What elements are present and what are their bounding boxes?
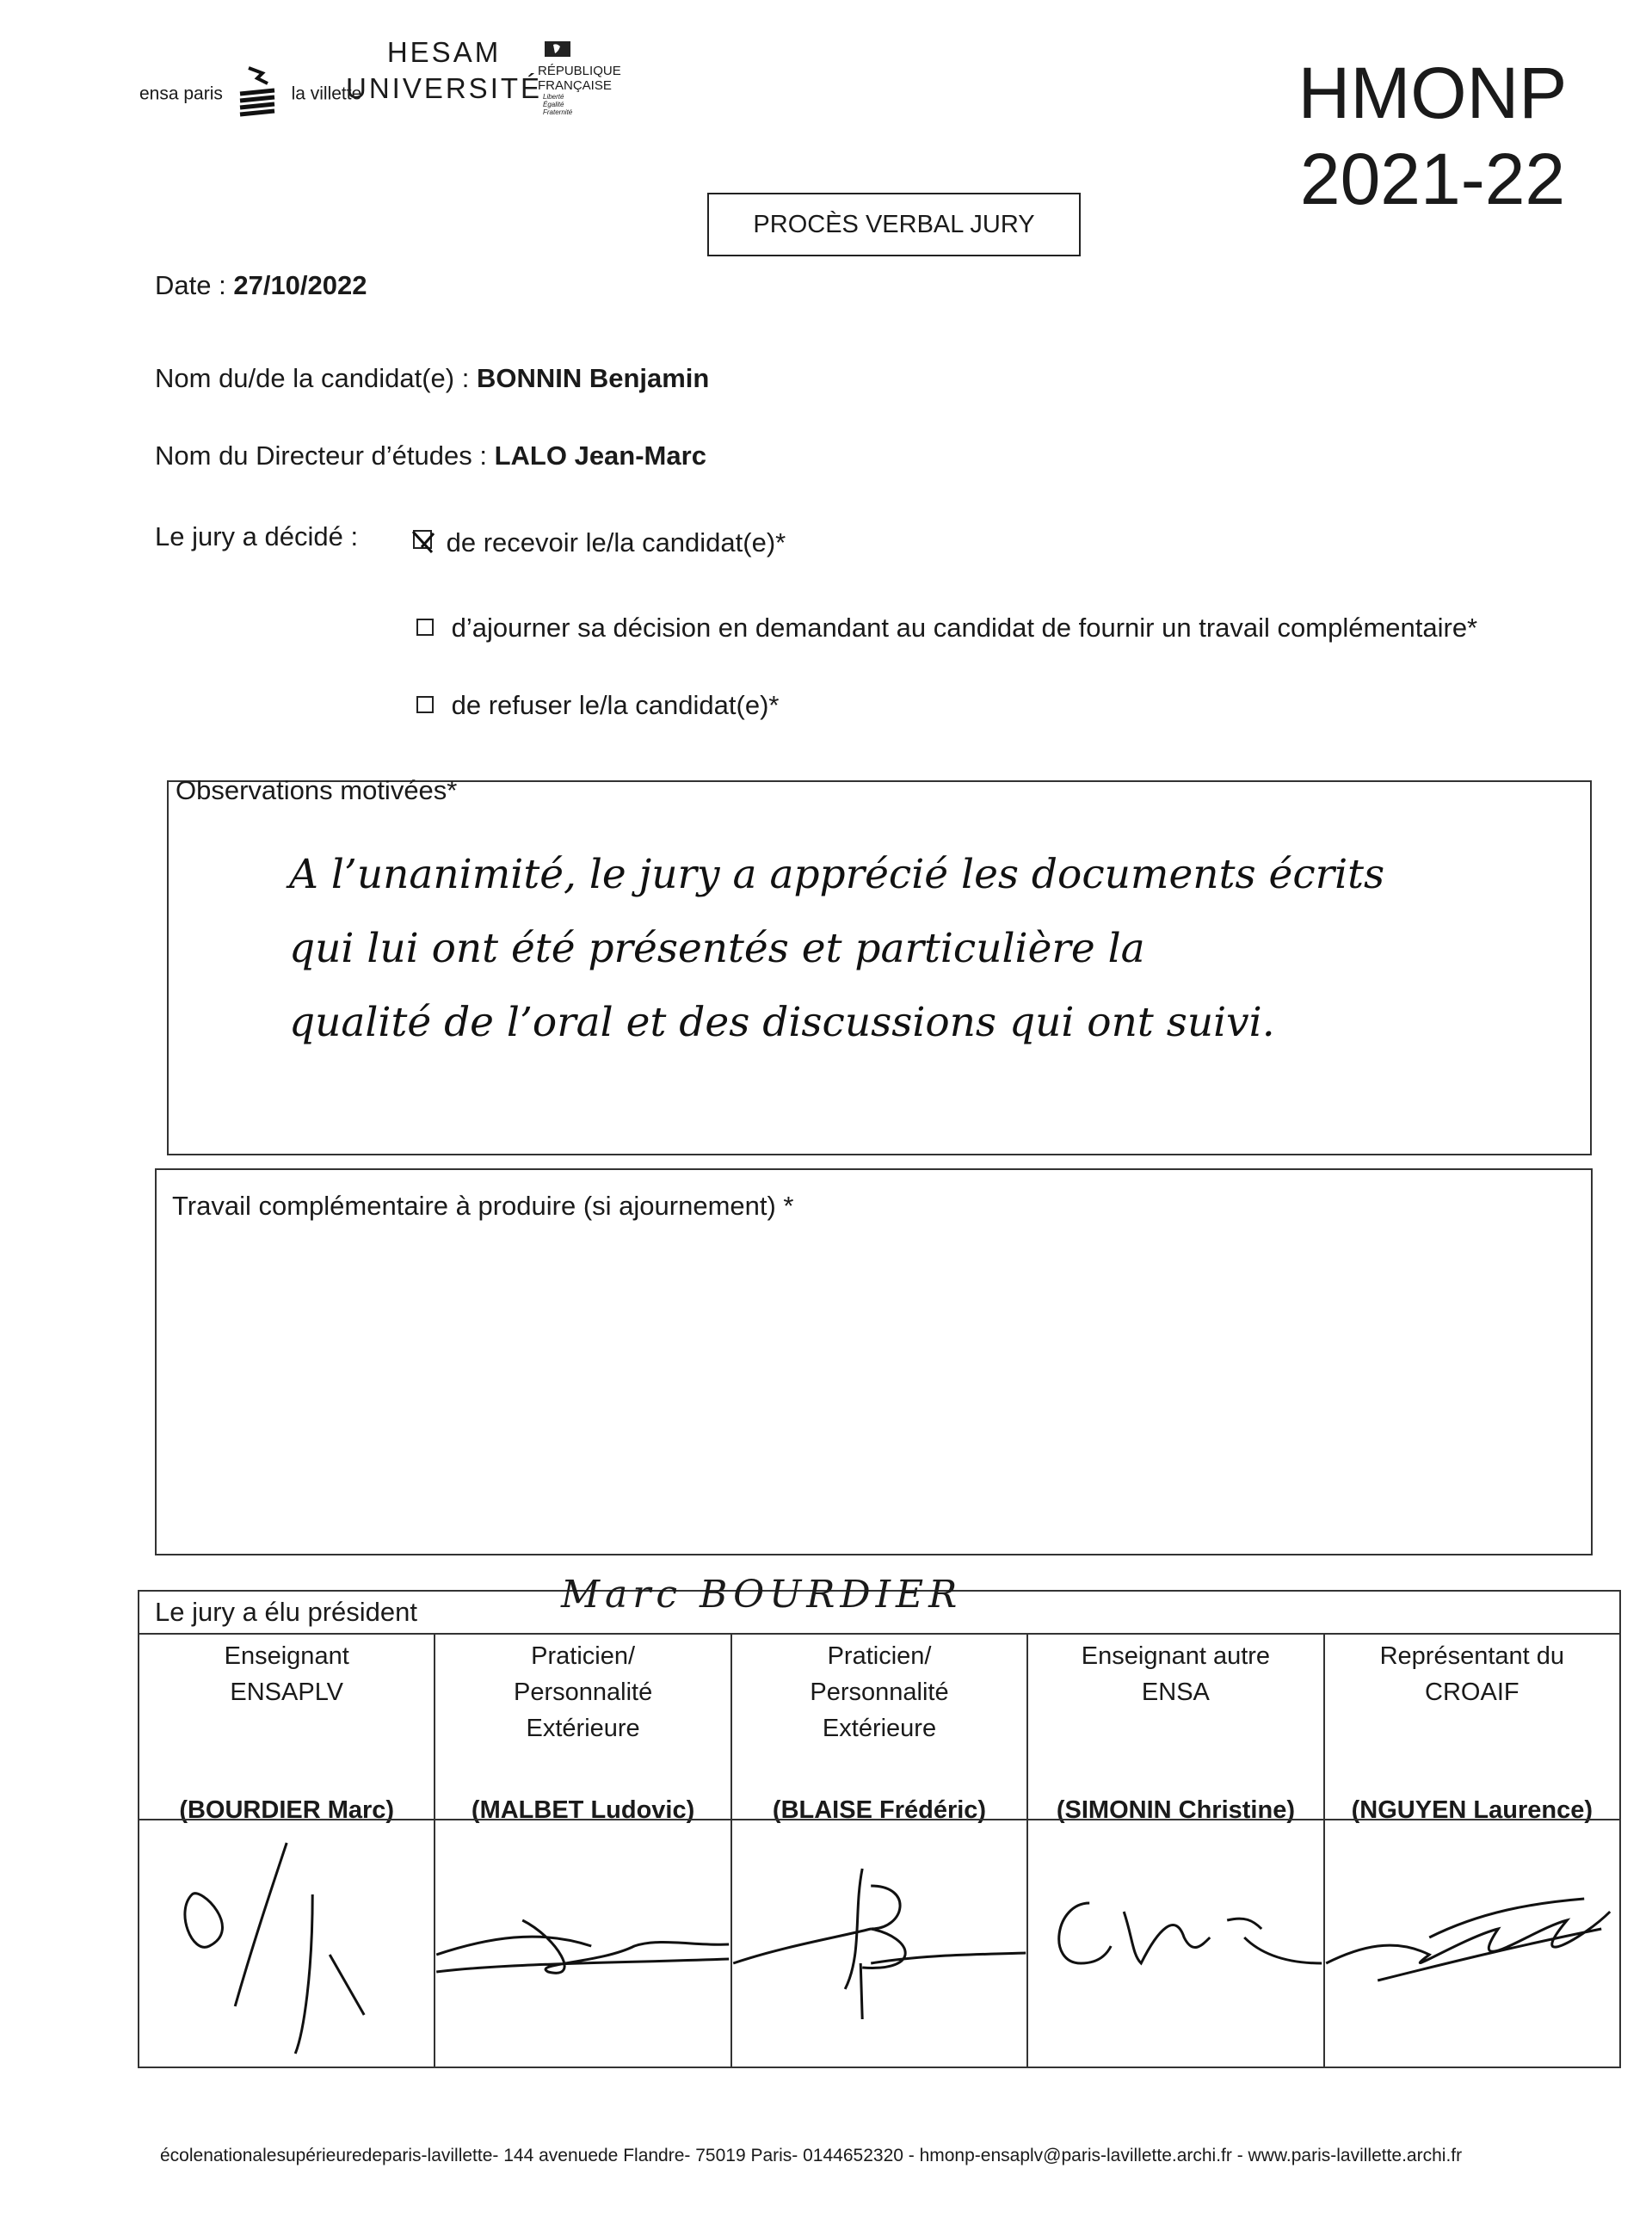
director-field bbox=[155, 440, 706, 471]
handwritten-line-2: qui lui ont été présentés et particulière la bbox=[289, 925, 1145, 972]
option-refuse[interactable] bbox=[416, 690, 779, 721]
jury-members-row bbox=[139, 1635, 1619, 2067]
rf-motto-2: Égalité bbox=[543, 101, 564, 108]
member-role-line: ENSA bbox=[1141, 1679, 1210, 1706]
member-role bbox=[1028, 1638, 1322, 1710]
hesam-line-2: UNIVERSITÉ bbox=[346, 72, 543, 104]
jury-member-4 bbox=[1028, 1635, 1324, 2067]
ensa-logo-left-text: ensa paris bbox=[139, 83, 223, 104]
checkbox-icon bbox=[416, 619, 434, 636]
decision-label: Le jury a décidé : bbox=[155, 521, 359, 551]
signature-bourdier bbox=[139, 1834, 434, 2058]
signature-divider bbox=[1028, 1819, 1322, 1820]
rf-line-2: FRANÇAISE bbox=[538, 78, 612, 93]
president-label: Le jury a élu président bbox=[155, 1597, 418, 1627]
signature-divider bbox=[435, 1819, 730, 1820]
member-name: (MALBET Ludovic) bbox=[471, 1796, 695, 1824]
hesam-logo bbox=[346, 34, 542, 107]
member-role-line: Praticien/ bbox=[827, 1642, 932, 1670]
signature-nguyen bbox=[1325, 1834, 1619, 2058]
travail-title: Travail complémentaire à produire (si ajournement) * bbox=[172, 1191, 794, 1221]
rf-motto-1: Liberté bbox=[543, 93, 564, 101]
member-role bbox=[435, 1638, 730, 1746]
jury-president-row bbox=[139, 1573, 1619, 1635]
member-name: (SIMONIN Christine) bbox=[1056, 1796, 1295, 1824]
member-role-line: Personnalité bbox=[810, 1679, 949, 1706]
signature-blaise bbox=[732, 1834, 1026, 2058]
director-value: LALO Jean-Marc bbox=[494, 440, 706, 471]
jury-member-2 bbox=[435, 1635, 731, 2067]
member-name: (NGUYEN Laurence) bbox=[1351, 1796, 1593, 1824]
document-title: PROCÈS VERBAL JURY bbox=[753, 210, 1035, 238]
option-postpone[interactable] bbox=[416, 613, 1477, 644]
marianne-icon bbox=[545, 41, 570, 57]
signature-divider bbox=[1325, 1819, 1619, 1820]
member-role-line: Représentant du bbox=[1379, 1642, 1565, 1670]
checked-box-icon bbox=[411, 528, 437, 554]
president-handwritten-name: Marc BOURDIER bbox=[561, 1573, 963, 1617]
program-year: 2021-22 bbox=[1299, 139, 1566, 219]
member-role bbox=[732, 1638, 1026, 1746]
ensa-logo-right-text: la villette bbox=[291, 83, 362, 104]
footer-address: écolenationalesupérieuredeparis-lavillette- 144 avenuede Flandre- 75019 Paris- 0144652320 - hmonp-ensaplv@paris-lavillette.archi.fr - www.paris-lavillette.archi.fr bbox=[160, 2146, 1463, 2165]
member-name: (BLAISE Frédéric) bbox=[772, 1796, 987, 1824]
ensa-logo-icon bbox=[233, 65, 281, 125]
handwritten-line-3: qualité de l’oral et des discussions qui ont suivi. bbox=[289, 999, 1275, 1046]
jury-member-1 bbox=[139, 1635, 435, 2067]
jury-member-5 bbox=[1325, 1635, 1619, 2067]
signature-divider bbox=[139, 1819, 434, 1820]
date-label: Date : bbox=[155, 270, 226, 300]
candidate-field bbox=[155, 363, 709, 394]
signature-simonin bbox=[1028, 1834, 1322, 2058]
director-label: Nom du Directeur d’études : bbox=[155, 440, 487, 471]
option-postpone-label: d’ajourner sa décision en demandant au candidat de fournir un travail complémentaire* bbox=[451, 613, 1478, 643]
member-role-line: Extérieure bbox=[822, 1715, 937, 1742]
member-role bbox=[1325, 1638, 1619, 1710]
hesam-line-1: HESAM bbox=[386, 36, 502, 68]
member-role-line: Enseignant bbox=[224, 1642, 349, 1670]
date-field bbox=[155, 270, 367, 301]
travail-complementaire-box bbox=[155, 1168, 1593, 1555]
date-value: 27/10/2022 bbox=[233, 270, 367, 300]
member-role-line: Personnalité bbox=[514, 1679, 653, 1706]
jury-table bbox=[138, 1573, 1621, 2068]
rf-motto-3: Fraternité bbox=[543, 108, 573, 116]
program-heading bbox=[1261, 50, 1605, 222]
member-role-line: Enseignant autre bbox=[1081, 1642, 1271, 1670]
option-receive-label: de recevoir le/la candidat(e)* bbox=[446, 527, 786, 557]
handwritten-line-1: A l’unanimité, le jury a apprécié les documents écrits bbox=[289, 851, 1385, 898]
option-receive[interactable] bbox=[411, 527, 786, 558]
observations-title: Observations motivées* bbox=[176, 775, 458, 805]
document-title-box bbox=[707, 193, 1081, 256]
jury-member-3 bbox=[732, 1635, 1028, 2067]
signature-malbet bbox=[435, 1834, 730, 2058]
member-role-line: ENSAPLV bbox=[230, 1679, 344, 1706]
member-role bbox=[139, 1638, 434, 1710]
observations-box bbox=[167, 775, 1592, 1155]
ensa-logo bbox=[139, 65, 361, 125]
checkbox-icon bbox=[416, 696, 434, 713]
member-role-line: Extérieure bbox=[526, 1715, 640, 1742]
candidate-value: BONNIN Benjamin bbox=[476, 363, 710, 393]
republique-francaise-logo bbox=[538, 41, 641, 116]
program-name: HMONP bbox=[1298, 52, 1568, 133]
member-role-line: CROAIF bbox=[1425, 1679, 1519, 1706]
member-name: (BOURDIER Marc) bbox=[179, 1796, 395, 1824]
signature-divider bbox=[732, 1819, 1026, 1820]
member-role-line: Praticien/ bbox=[531, 1642, 636, 1670]
candidate-label: Nom du/de la candidat(e) : bbox=[155, 363, 470, 393]
rf-line-1: RÉPUBLIQUE bbox=[538, 64, 621, 78]
option-refuse-label: de refuser le/la candidat(e)* bbox=[451, 690, 780, 720]
observations-handwritten-text bbox=[289, 838, 1537, 1060]
